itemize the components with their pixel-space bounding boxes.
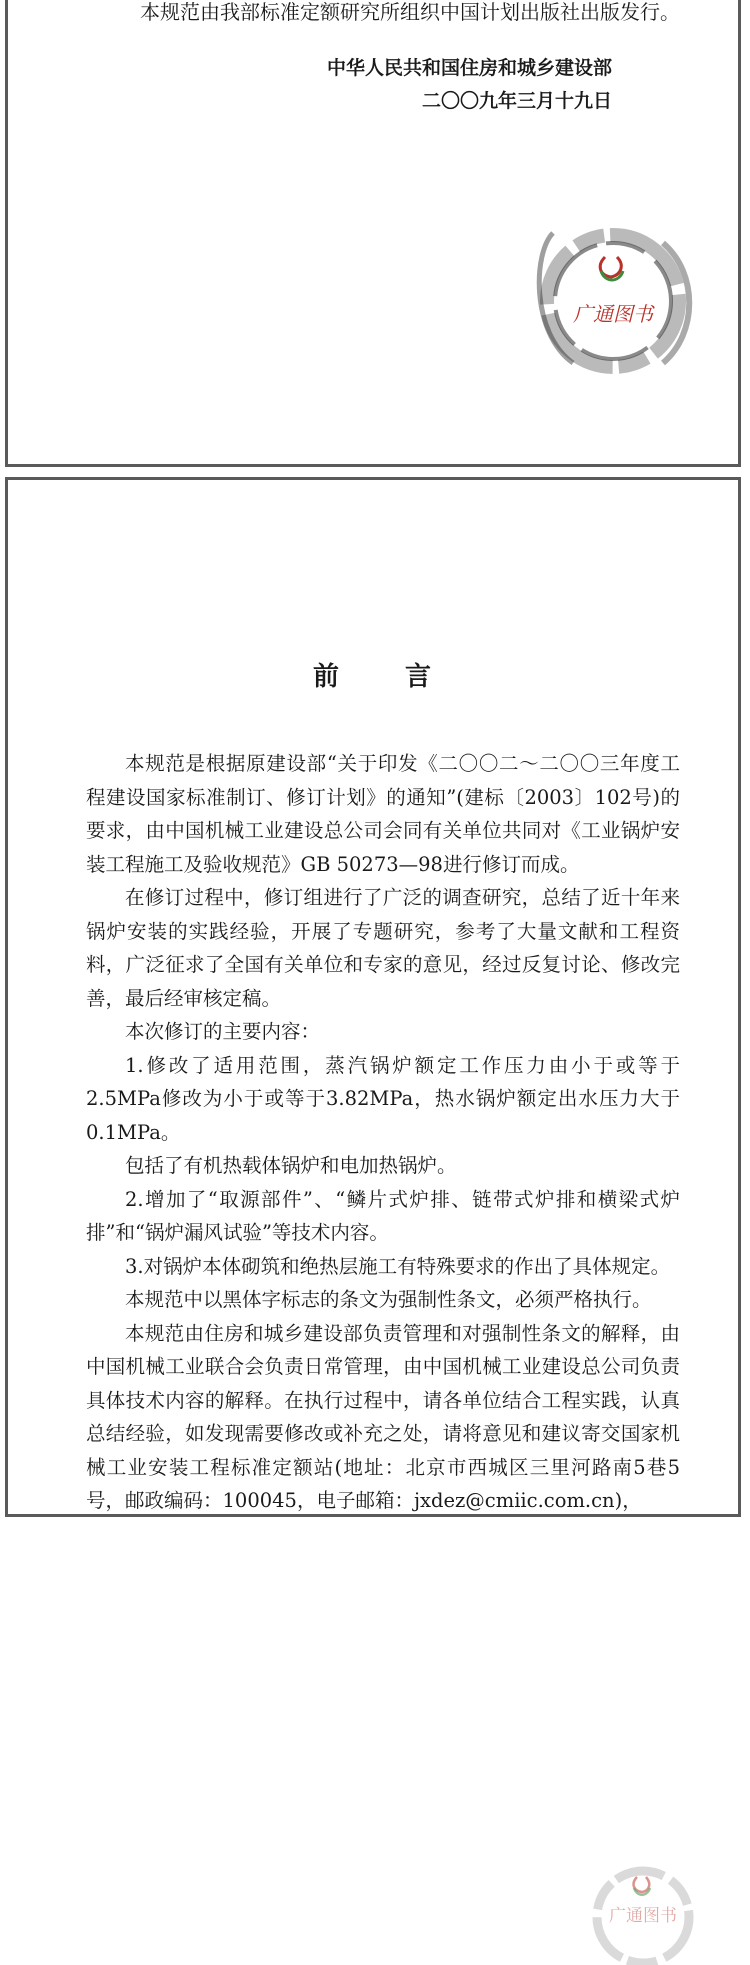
preface-body bbox=[86, 747, 680, 1518]
publication-note: 本规范由我部标准定额研究所组织中国计划出版社出版发行。 bbox=[140, 0, 680, 24]
preface-paragraph: 在修订过程中，修订组进行了广泛的调查研究，总结了近十年来锅炉安装的实践经验，开展了专题研究，参考了大量文献和工程资料，广泛征求了全国有关单位和专家的意见，经过反复讨论、修改完善，最后经审核定稿。 bbox=[86, 886, 680, 1010]
document-page-2 bbox=[5, 477, 741, 1926]
document-page-1 bbox=[5, 0, 741, 467]
stamp-text-2: 广通图书 bbox=[609, 1906, 677, 1926]
preface-paragraph: 本规范由住房和城乡建设部负责管理和对强制性条文的解释，由中国机械工业联合会负责日常管理，由中国机械工业建设总公司负责具体技术内容的解释。在执行过程中，请各单位结合工程实践，认真总结经验，如发现需要修改或补充之处，请将意见和建议寄交国家机械工业安装工程标准定额站(地址：北京市西城区三里河路南5巷5号，邮政编码：100045，电子邮箱：jxdez@cmiic.com.cn)， bbox=[86, 1321, 680, 1512]
signature-date: 二〇〇九年三月十九日 bbox=[421, 90, 612, 112]
preface-paragraph: 包括了有机热载体锅炉和电加热锅炉。 bbox=[125, 1154, 457, 1177]
preface-paragraph: 1.修改了适用范围，蒸汽锅炉额定工作压力由小于或等于2.5MPa修改为小于或等于3.82MPa，热水锅炉额定出水压力大于0.1MPa。 bbox=[86, 1053, 680, 1144]
preface-paragraph: 2.增加了“取源部件”、“鳞片式炉排、链带式炉排和横梁式炉排”和“锅炉漏风试验”等技术内容。 bbox=[86, 1187, 680, 1244]
title-char-2: 言 bbox=[405, 662, 434, 692]
preface-paragraph: 本次修订的主要内容： bbox=[125, 1020, 321, 1043]
stamp-text: 广通图书 bbox=[573, 302, 653, 326]
preface-paragraph: 本规范中以黑体字标志的条文为强制性条文，必须严格执行。 bbox=[125, 1288, 652, 1311]
signature-organization: 中华人民共和国住房和城乡建设部 bbox=[326, 57, 612, 79]
publisher-stamp-logo bbox=[513, 213, 703, 383]
title-char-1: 前 bbox=[312, 662, 341, 692]
page-title bbox=[8, 656, 738, 693]
preface-paragraph: 本规范是根据原建设部“关于印发《二〇〇二～二〇〇三年度工程建设国家标准制订、修订计划》的通知”(建标〔2003〕102号)的要求，由中国机械工业建设总公司会同有关单位共同对《工业锅炉安装工程施工及验收规范》GB 50273—98进行修订而成。 bbox=[86, 752, 680, 876]
publisher-stamp-watermark bbox=[563, 1855, 713, 1965]
preface-paragraph: 3.对锅炉本体砌筑和绝热层施工有特殊要求的作出了具体规定。 bbox=[125, 1254, 671, 1278]
